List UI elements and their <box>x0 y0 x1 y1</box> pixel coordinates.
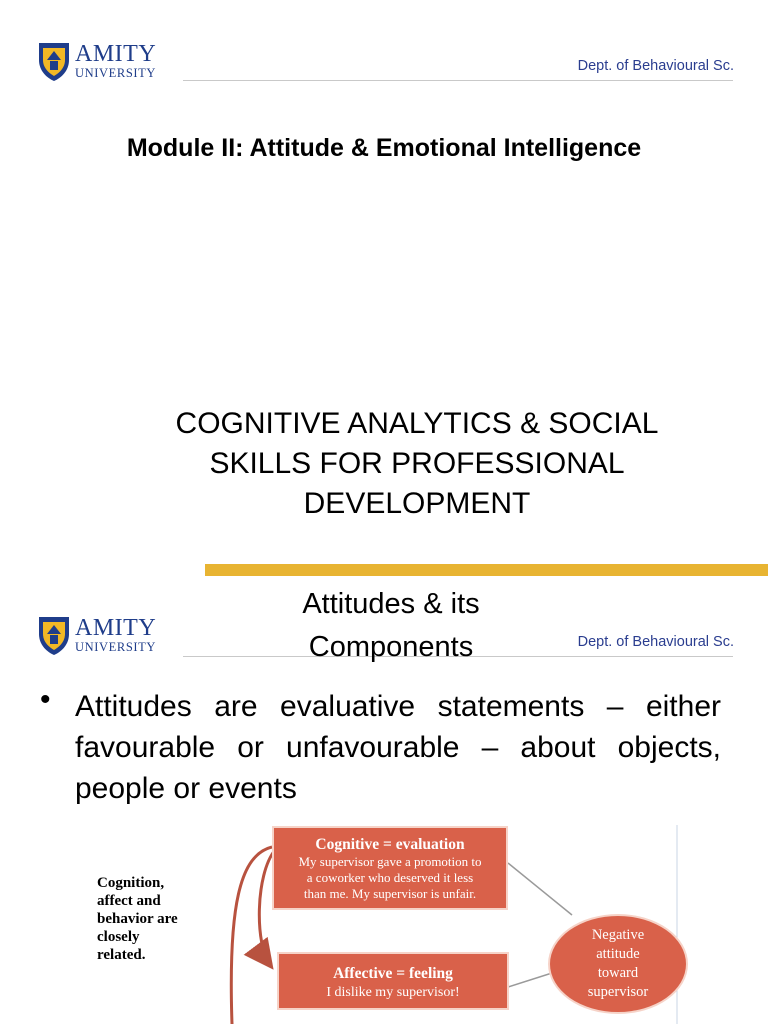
amity-logo <box>36 40 156 82</box>
affective-body: I dislike my supervisor! <box>326 985 460 1000</box>
side-note <box>97 874 217 964</box>
side-note-line: closely <box>97 929 140 945</box>
amity-shield-icon <box>36 40 72 82</box>
cognitive-box <box>272 826 508 910</box>
side-note-line: Cognition, <box>97 875 165 891</box>
cognitive-body-line: a coworker who deserved it less <box>306 870 474 885</box>
cognitive-to-outcome-line <box>508 863 572 915</box>
affective-title: Affective = feeling <box>333 965 453 982</box>
cognitive-title: Cognitive = evaluation <box>315 836 465 853</box>
slide-title-line: Attitudes & its <box>302 588 480 620</box>
side-note-line: behavior are <box>97 911 178 927</box>
outcome-circle <box>548 914 688 1014</box>
outcome-line: attitude <box>596 946 640 962</box>
left-curved-arrow <box>231 847 272 1024</box>
amity-shield-icon <box>36 614 72 656</box>
logo-brand-text: AMITY <box>75 41 157 68</box>
cognitive-body-line: My supervisor gave a promotion to <box>298 854 482 869</box>
course-title-line: DEVELOPMENT <box>303 487 531 520</box>
slide-separator-bar <box>205 564 768 576</box>
affective-to-outcome-line <box>508 973 552 987</box>
outcome-line: supervisor <box>587 984 649 1000</box>
amity-logo <box>36 614 156 656</box>
side-note-line: affect and <box>97 893 161 909</box>
affective-box <box>277 952 509 1010</box>
logo-brand-text: AMITY <box>75 615 157 642</box>
module-title: Module II: Attitude & Emotional Intelligence <box>126 134 642 162</box>
logo-sub-text: UNIVERSITY <box>75 66 156 81</box>
logo-sub-text: UNIVERSITY <box>75 640 156 655</box>
dept-label: Dept. of Behavioural Sc. <box>577 634 734 650</box>
slide-title <box>241 583 541 669</box>
course-title-line: SKILLS FOR PROFESSIONAL <box>209 447 625 480</box>
bullet-text: Attitudes are evaluative statements – either favourable or unfavourable – about objects, people or events <box>75 690 721 805</box>
slide-title-line: Components <box>308 631 474 663</box>
bullet-icon: • <box>40 683 51 716</box>
course-title <box>33 404 768 524</box>
dept-label: Dept. of Behavioural Sc. <box>577 58 734 74</box>
outcome-line: toward <box>597 965 639 981</box>
side-note-line: related. <box>97 947 146 963</box>
header-divider <box>183 80 733 81</box>
course-title-line: COGNITIVE ANALYTICS & SOCIAL <box>175 407 659 440</box>
cognitive-body-line: than me. My supervisor is unfair. <box>303 886 477 901</box>
outcome-line: Negative <box>591 927 645 943</box>
